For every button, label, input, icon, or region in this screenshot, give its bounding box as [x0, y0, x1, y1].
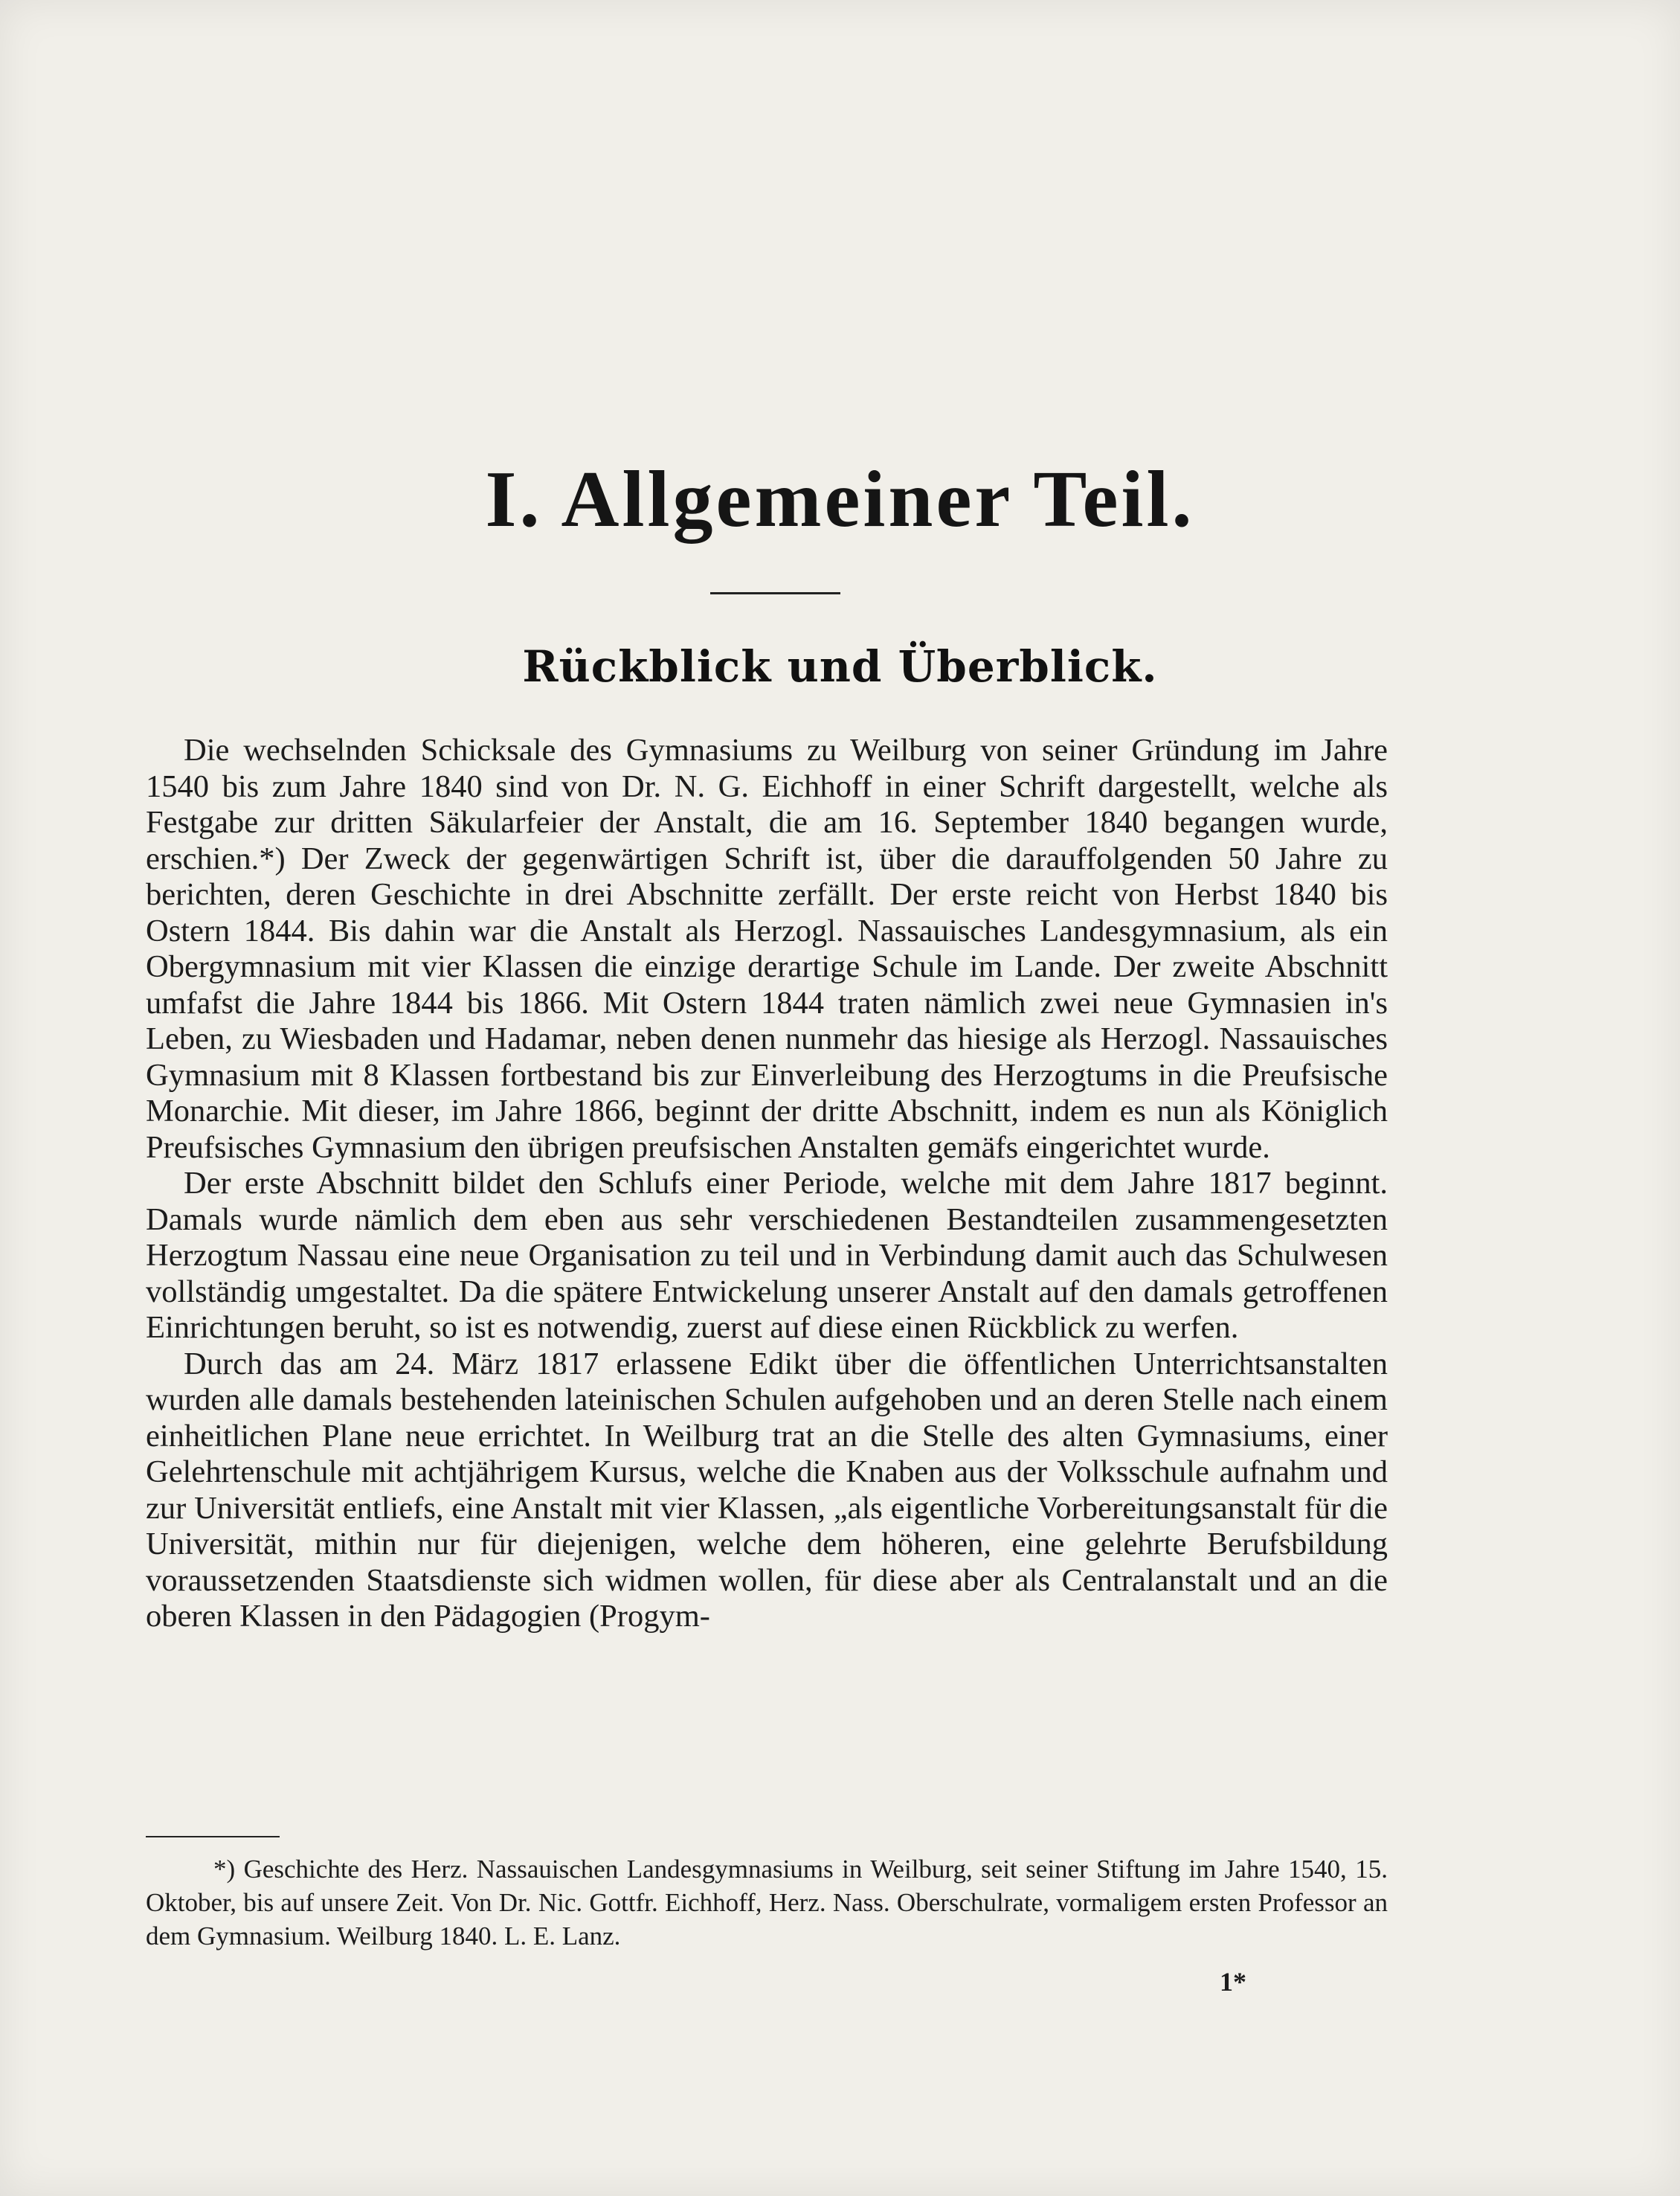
- printer-signature: 1*: [1220, 1967, 1246, 1997]
- section-heading: Rückblick und Überblick.: [522, 641, 1158, 692]
- paragraph-2: Der erste Abschnitt bildet den Schlufs einer Periode, welche mit dem Jahre 1817 beginnt. Damals wurde nämlich dem eben aus sehr verschiedenen Bestandteilen zusammengesetzten Herzogtum Nassau eine neue Organisation zu teil und in Verbindung damit auch das Schulwesen vollständig umgestaltet. Da die spätere Entwickelung unserer Anstalt auf den damals getroffenen Einrichtungen beruht, so ist es notwendig, zuerst auf diese einen Rückblick zu werfen.: [146, 1166, 1388, 1345]
- paragraph-1: Die wechselnden Schicksale des Gymnasiums zu Weilburg von seiner Gründung im Jahre 1540 bis zum Jahre 1840 sind von Dr. N. G. Eichhoff in einer Schrift dargestellt, welche als Festgabe zur dritten Säkularfeier der Anstalt, die am 16. September 1840 begangen wurde, erschien.*) Der Zweck der gegenwärtigen Schrift ist, über die darauffolgenden 50 Jahre zu berichten, deren Geschichte in drei Abschnitte zerfällt. Der erste reicht von Herbst 1840 bis Ostern 1844. Bis dahin war die Anstalt als Herzogl. Nassauisches Landesgymnasium, als ein Obergymnasium mit vier Klassen die einzige derartige Schule im Lande. Der zweite Abschnitt umfafst die Jahre 1844 bis 1866. Mit Ostern 1844 traten nämlich zwei neue Gymnasien in's Leben, zu Wiesbaden und Hadamar, neben denen nunmehr das hiesige als Herzogl. Nassauisches Gymnasium mit 8 Klassen fortbestand bis zur Einverleibung des Herzogtums in die Preufsische Monarchie. Mit dieser, im Jahre 1866, beginnt der dritte Abschnitt, indem es nun als Königlich Preufsisches Gymnasium den übrigen preufsischen Anstalten gemäfs eingerichtet wurde.: [146, 733, 1388, 1165]
- page-title: I. Allgemeiner Teil.: [485, 455, 1195, 544]
- footnote-text: *) Geschichte des Herz. Nassauischen Landesgymnasiums in Weilburg, seit seiner Stiftung im Jahre 1540, 15. Oktober, bis auf unsere Zeit. Von Dr. Nic. Gottfr. Eichhoff, Herz. Nass. Oberschulrate, vormaligem ersten Professor an dem Gymnasium. Weilburg 1840. L. E. Lanz.: [146, 1855, 1388, 1951]
- title-divider: [710, 592, 840, 594]
- body-text: [146, 733, 1388, 1635]
- paragraph-3: Durch das am 24. März 1817 erlassene Edikt über die öffentlichen Unterrichtsanstalten wurden alle damals bestehenden lateinischen Schulen aufgehoben und an deren Stelle nach einem einheitlichen Plane neue errichtet. In Weilburg trat an die Stelle des alten Gymnasiums, einer Gelehrtenschule mit achtjährigem Kursus, welche die Knaben aus der Volksschule aufnahm und zur Universität entliefs, eine Anstalt mit vier Klassen, „als eigentliche Vorbereitungsanstalt für die Universität, mithin nur für diejenigen, welche dem höheren, eine gelehrte Berufsbildung voraussetzenden Staatsdienste sich widmen wollen, für diese aber als Centralanstalt und an die oberen Klassen in den Pädagogien (Progym-: [146, 1346, 1388, 1634]
- footnote: [146, 1852, 1388, 1953]
- footnote-divider: [146, 1836, 280, 1837]
